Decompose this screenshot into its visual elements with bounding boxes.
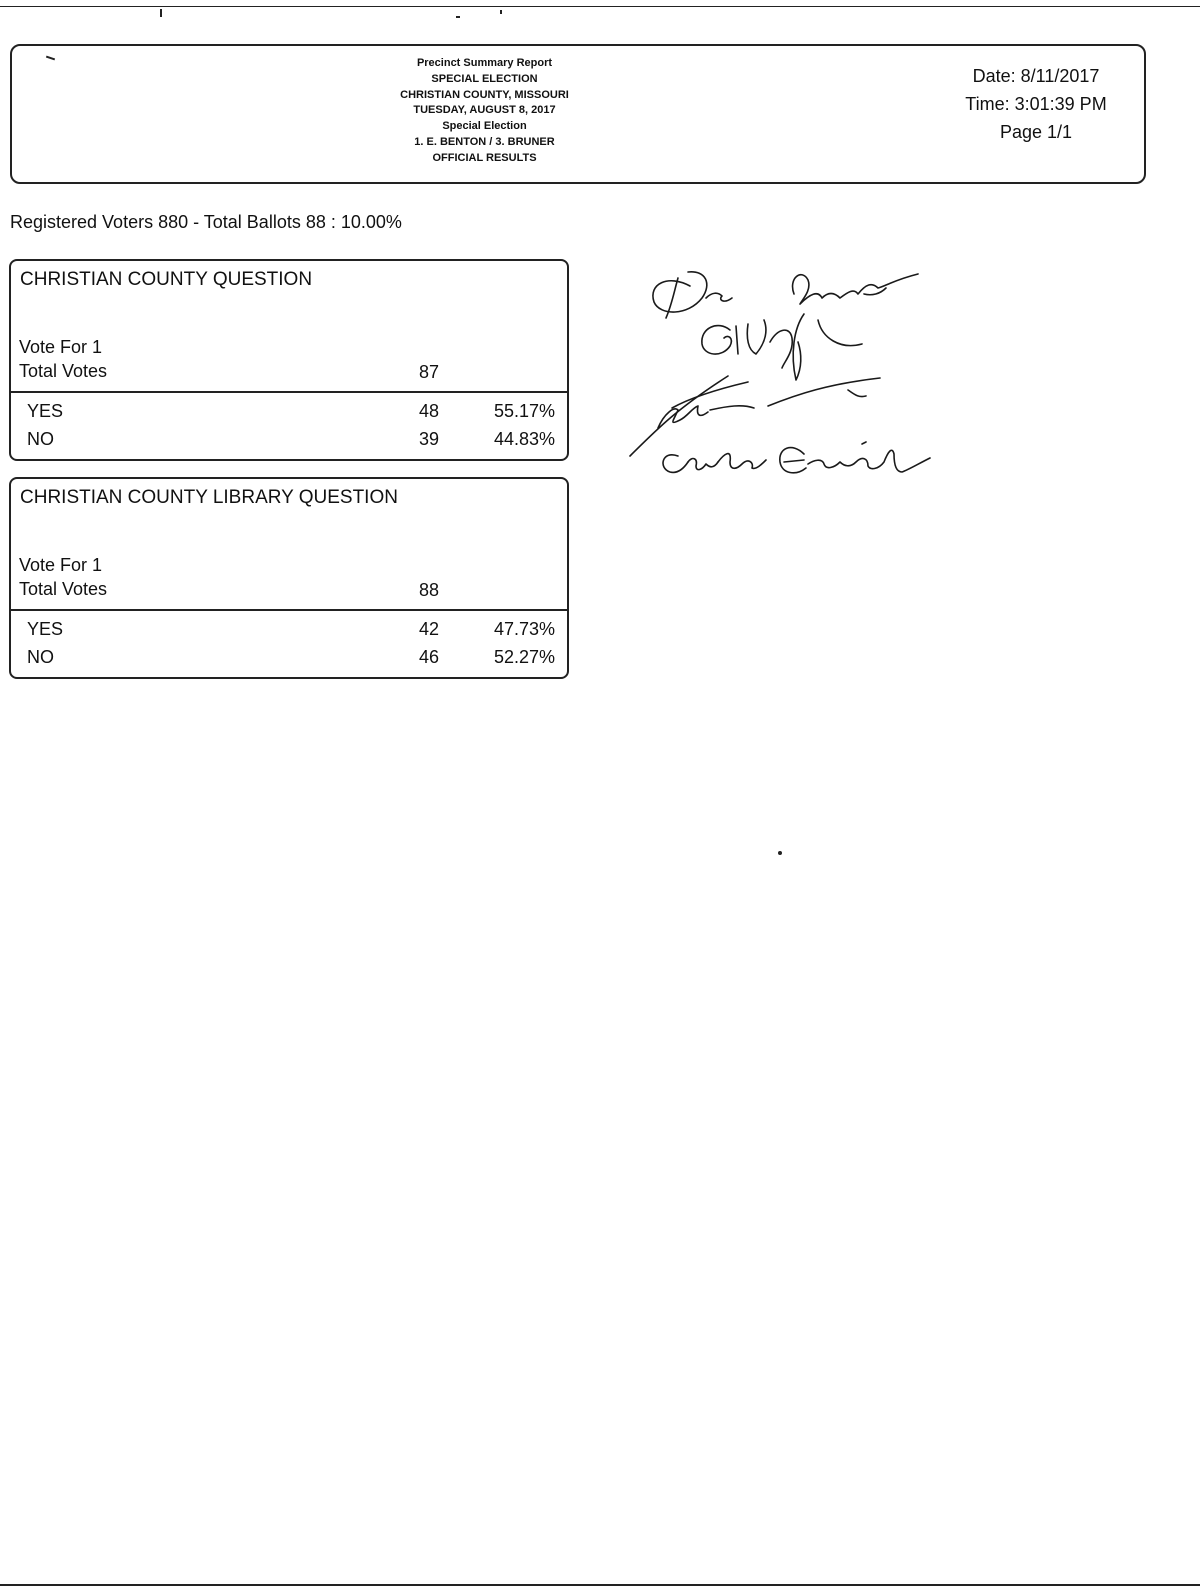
- report-title: Precinct Summary Report: [416, 57, 553, 69]
- choice-name: YES: [27, 619, 64, 639]
- vote-for-label: Vote For 1: [19, 337, 103, 357]
- choice-percent: 44.83%: [493, 429, 555, 449]
- report-header: [10, 44, 1146, 184]
- bottom-rule: [0, 1584, 1200, 1586]
- jurisdiction: CHRISTIAN COUNTY, MISSOURI: [400, 88, 569, 101]
- choice-percent: 47.73%: [493, 619, 555, 639]
- vote-for-label: Vote For 1: [19, 555, 103, 575]
- report-title-block: [352, 56, 617, 167]
- total-votes-label: Total Votes: [19, 361, 108, 381]
- contest-divider: [11, 609, 567, 611]
- choice-row: [11, 429, 567, 455]
- top-rule: [0, 6, 1200, 7]
- signature-3: [630, 376, 880, 456]
- choice-votes: 39: [418, 429, 439, 449]
- contest-box: [9, 259, 569, 461]
- handwritten-signatures: [618, 258, 948, 498]
- contest-title: CHRISTIAN COUNTY QUESTION: [20, 269, 313, 290]
- choice-name: NO: [27, 647, 54, 667]
- choice-row: [11, 401, 567, 427]
- choice-name: YES: [27, 401, 64, 421]
- contest-divider: [11, 391, 567, 393]
- choice-votes: 42: [418, 619, 439, 639]
- signature-2: [702, 314, 862, 380]
- choice-percent: 55.17%: [493, 401, 555, 421]
- total-votes-label: Total Votes: [19, 579, 108, 599]
- total-votes-value: 87: [418, 362, 439, 382]
- choice-percent: 52.27%: [493, 647, 555, 667]
- page-number: Page 1/1: [999, 122, 1073, 142]
- contest-title: CHRISTIAN COUNTY LIBRARY QUESTION: [20, 487, 398, 508]
- choice-name: NO: [27, 429, 54, 449]
- report-meta: [936, 62, 1136, 146]
- choice-votes: 48: [418, 401, 439, 421]
- choice-votes: 46: [418, 647, 439, 667]
- election-name: SPECIAL ELECTION: [431, 72, 538, 85]
- scan-mark: [46, 56, 55, 61]
- election-type: Special Election: [442, 120, 527, 133]
- scan-mark: [456, 16, 460, 18]
- precinct-name: 1. E. BENTON / 3. BRUNER: [414, 135, 555, 148]
- choice-row: [11, 619, 567, 645]
- scan-mark: [778, 851, 782, 855]
- election-date: TUESDAY, AUGUST 8, 2017: [413, 104, 556, 117]
- choice-row: [11, 647, 567, 673]
- contest-box: [9, 477, 569, 679]
- signature-1: [653, 272, 918, 318]
- results-status: OFFICIAL RESULTS: [432, 151, 537, 164]
- signature-4: [663, 442, 930, 473]
- total-votes-value: 88: [418, 580, 439, 600]
- scan-mark: [500, 10, 502, 14]
- scan-mark: [160, 9, 162, 17]
- report-time: Time: 3:01:39 PM: [965, 94, 1107, 114]
- registered-voters-summary: Registered Voters 880 - Total Ballots 88 : 10.00%: [10, 212, 402, 232]
- report-date: Date: 8/11/2017: [972, 66, 1100, 86]
